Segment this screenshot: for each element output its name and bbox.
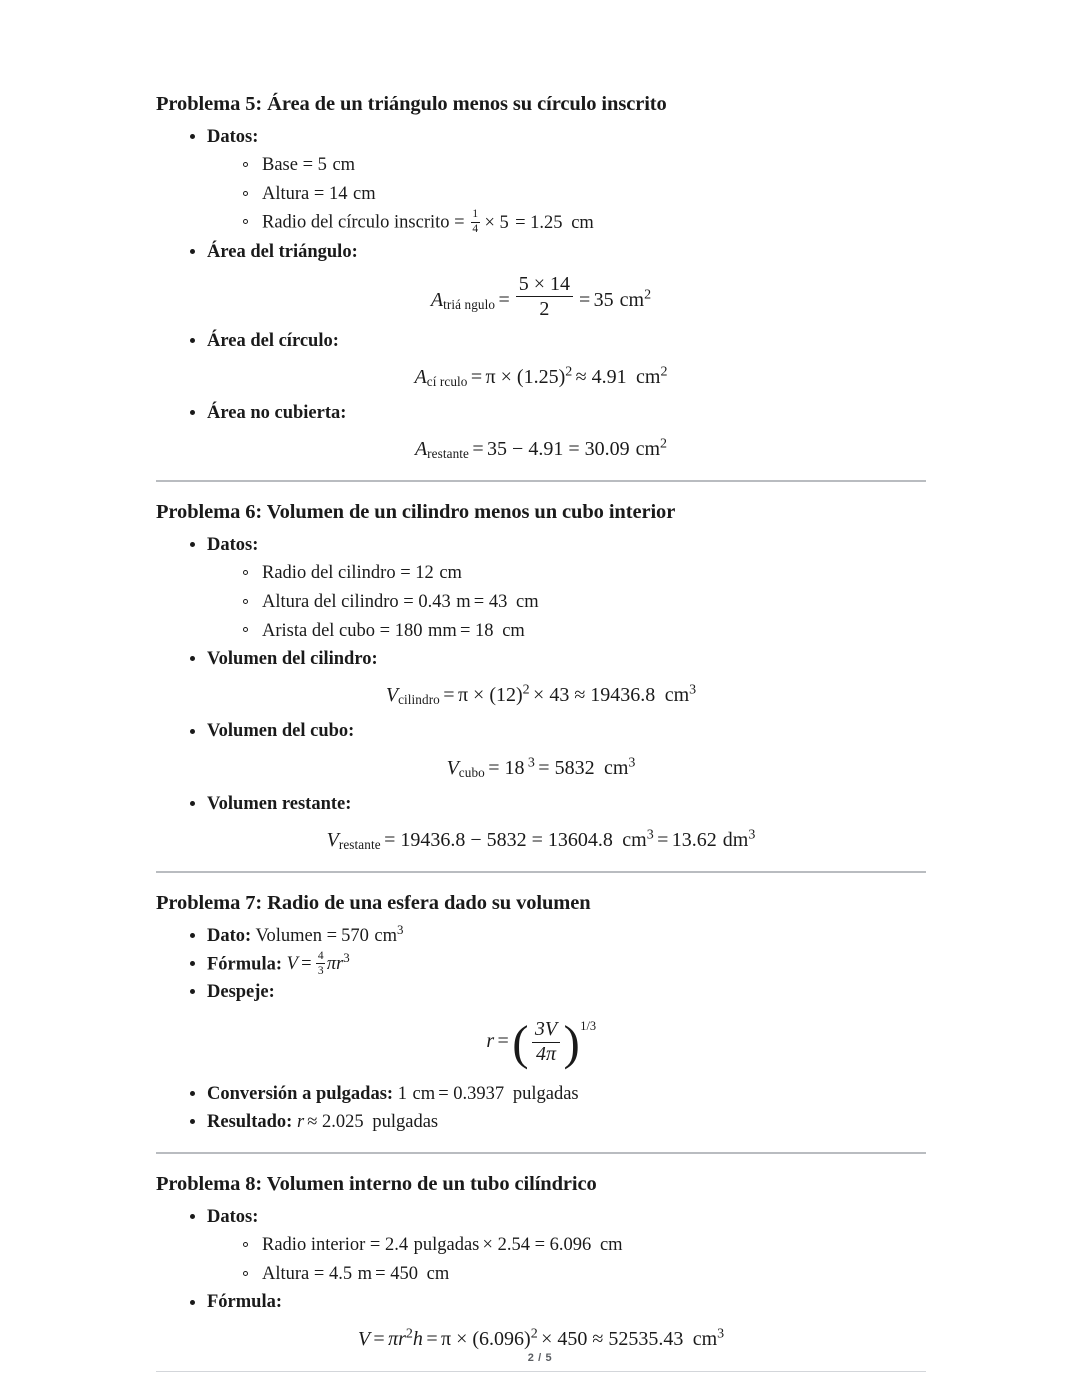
- bullet-circle-icon: [243, 219, 248, 224]
- dato-value: 4.5 m = 450 cm: [328, 1263, 450, 1284]
- list-item-resultado: [207, 1108, 926, 1136]
- list-item-area-no-cubierta: [207, 399, 926, 427]
- bullet-circle-icon: [243, 599, 248, 604]
- bullet-disc-icon: [190, 410, 195, 415]
- dato-label: Base =: [262, 155, 314, 176]
- conversion-label: Conversión a pulgadas:: [207, 1083, 394, 1104]
- step-label: Área del triángulo:: [207, 241, 358, 262]
- bullet-disc-icon: [190, 1300, 195, 1305]
- section-divider: [156, 871, 926, 873]
- conversion-value: 1 cm = 0.3937 pulgadas: [397, 1083, 579, 1104]
- dato-value: 12 cm: [415, 563, 462, 584]
- bullet-circle-icon: [243, 162, 248, 167]
- list-item-area-triangulo: [207, 238, 926, 266]
- step-label: Fórmula:: [207, 1292, 283, 1313]
- equation-despeje-radio: r =( $\frac{3V}{4\pi}$ )1/3: [486, 1014, 597, 1070]
- problem-5-list-3: [156, 399, 926, 427]
- list-item-conversion: [207, 1080, 926, 1108]
- problem-section-7: [156, 891, 926, 1136]
- problem-section-5: [156, 92, 926, 464]
- list-item-volumen-cubo: [207, 717, 926, 745]
- bullet-disc-icon: [190, 1119, 195, 1124]
- bullet-disc-icon: [190, 542, 195, 547]
- list-item: [262, 588, 926, 617]
- dato-value: 14 cm: [328, 183, 376, 204]
- problem-5-list: [156, 123, 926, 266]
- despeje-label: Despeje:: [207, 982, 275, 1003]
- equation-area-restante: $A_{restante} = 35 - 4.91 = 30.09$ $cm^2$: [414, 436, 668, 462]
- problem-5-datos-list: [207, 151, 926, 237]
- bullet-circle-icon: [243, 1271, 248, 1276]
- list-item: [262, 180, 926, 209]
- problem-7-heading: Problema 7: Radio de una esfera dado su volumen: [156, 891, 591, 914]
- section-divider: [156, 480, 926, 482]
- list-item-dato: [207, 922, 926, 950]
- bullet-disc-icon: [190, 1214, 195, 1219]
- equation-volumen-tubo: $V = \pi r^2h = \pi \times (6.096)^2 \times 450 \approx 52535.43$ $cm^3$: [357, 1325, 725, 1350]
- bullet-circle-icon: [243, 627, 248, 632]
- page-footer: 2 / 5: [527, 1352, 553, 1364]
- problem-8-datos-list: [207, 1231, 926, 1288]
- formula-label: Fórmula:: [207, 954, 283, 975]
- bullet-circle-icon: [243, 191, 248, 196]
- problem-6-list-3: [156, 790, 926, 818]
- fraction-5x14-over-2: $\frac{5 \times 14}{2}$: [516, 273, 574, 320]
- step-label: Volumen restante:: [207, 793, 352, 814]
- fraction-3V-over-4pi: $\frac{3V}{4\pi}$: [532, 1018, 561, 1065]
- step-label: Volumen del cubo:: [207, 721, 355, 742]
- dato-label: Altura =: [262, 183, 325, 204]
- list-item: [262, 208, 926, 237]
- dato-label: Radio del círculo inscrito =: [262, 212, 465, 233]
- equation-volumen-cilindro: $V_{cilindro} = \pi \times (12)^2 \times 43 \approx 19436.8$ $cm^3$: [385, 682, 697, 708]
- left-paren: (: [512, 1014, 529, 1070]
- list-item-datos: [207, 531, 926, 645]
- bullet-disc-icon: [190, 134, 195, 139]
- resultado-value: r ≈ 2.025 pulgadas: [296, 1111, 439, 1132]
- dato-label: Altura =: [262, 1263, 325, 1284]
- dato-label: Dato:: [207, 925, 252, 946]
- page-content: [156, 0, 926, 1372]
- formula-value: V = $\frac{4}{3}$ $\pi r^3$: [286, 949, 350, 977]
- bullet-disc-icon: [190, 933, 195, 938]
- dato-value: 0.43 m = 43 cm: [418, 592, 539, 613]
- list-item: [262, 151, 926, 180]
- problem-section-6: [156, 500, 926, 854]
- document-page: [156, 0, 926, 1397]
- equation-area-triangulo: $A_{triá ngulo}$ = $\frac{5 \times 14}{2}$ = 35 $cm^2$: [430, 272, 652, 320]
- bullet-disc-icon: [190, 338, 195, 343]
- problem-5-list-2: [156, 327, 926, 355]
- problem-section-8: [156, 1172, 926, 1354]
- list-item: [262, 617, 926, 646]
- problem-5-heading: Problema 5: Área de un triángulo menos su círculo inscrito: [156, 93, 667, 115]
- bullet-disc-icon: [190, 656, 195, 661]
- list-item-despeje: [207, 978, 926, 1006]
- list-item: [262, 559, 926, 588]
- step-label: Área del círculo:: [207, 331, 339, 352]
- step-label: Volumen del cilindro:: [207, 649, 378, 670]
- equation-volumen-cubo: $V_{cubo} = 18$ $^3$ = 5832 $cm^3$: [446, 754, 636, 780]
- list-item: [262, 1231, 926, 1260]
- list-item-datos: [207, 123, 926, 238]
- list-item-volumen-cilindro: [207, 645, 926, 673]
- datos-label: Datos:: [207, 1207, 259, 1228]
- step-label: Área no cubierta:: [207, 403, 347, 424]
- list-item-formula: [207, 950, 926, 979]
- exponent-one-third: 1/3: [580, 1018, 597, 1033]
- datos-label: Datos:: [207, 535, 259, 556]
- fraction-one-quarter: $\frac{1}{4}$: [472, 208, 479, 236]
- list-item: [262, 1260, 926, 1289]
- section-divider: [156, 1152, 926, 1154]
- bullet-circle-icon: [243, 570, 248, 575]
- list-item-datos: [207, 1203, 926, 1288]
- list-item-area-circulo: [207, 327, 926, 355]
- dato-value: 5 cm: [317, 155, 356, 176]
- problem-6-datos-list: [207, 559, 926, 645]
- bullet-disc-icon: [190, 1091, 195, 1096]
- equation-volumen-restante: $V_{restante} = 19436.8 - 5832 = 13604.8$ $cm^3 = 13.62$ $dm^3$: [326, 827, 756, 852]
- datos-label: Datos:: [207, 127, 259, 147]
- dato-value: Volumen = 570 $cm^3$: [255, 921, 404, 946]
- equation-area-circulo: $A_{cí rculo} = \pi \times (1.25)^2 \approx 4.91$ $cm^2$: [414, 364, 668, 390]
- problem-7-list-2: [156, 1080, 926, 1136]
- problem-6-list: [156, 531, 926, 673]
- resultado-label: Resultado:: [207, 1111, 293, 1132]
- bullet-circle-icon: [243, 1242, 248, 1247]
- list-item-formula: [207, 1288, 926, 1316]
- bullet-disc-icon: [190, 961, 195, 966]
- problem-7-list: [156, 922, 926, 1007]
- bullet-disc-icon: [190, 729, 195, 734]
- right-paren: ): [563, 1014, 580, 1070]
- section-divider-bottom: [156, 1371, 926, 1372]
- problem-6-heading: Problema 6: Volumen de un cilindro menos un cubo interior: [156, 501, 676, 524]
- dato-value: $\frac{1}{4}$ × 5 = 1.25 cm: [472, 208, 594, 236]
- dato-label: Altura del cilindro =: [262, 592, 414, 613]
- dato-value: 2.4 pulgadas × 2.54 = 6.096 cm: [384, 1235, 623, 1256]
- list-item-volumen-restante: [207, 790, 926, 818]
- bullet-disc-icon: [190, 801, 195, 806]
- dato-value: 180 mm = 18 cm: [394, 620, 525, 641]
- problem-8-list: [156, 1203, 926, 1317]
- bullet-disc-icon: [190, 989, 195, 994]
- dato-label: Radio del cilindro =: [262, 563, 411, 584]
- dato-label: Arista del cubo =: [262, 620, 391, 641]
- bullet-disc-icon: [190, 249, 195, 254]
- problem-8-heading: Problema 8: Volumen interno de un tubo cilíndrico: [156, 1173, 597, 1196]
- dato-label: Radio interior =: [262, 1235, 381, 1256]
- problem-6-list-2: [156, 717, 926, 745]
- fraction-4-over-3: $\frac{4}{3}$: [317, 949, 324, 977]
